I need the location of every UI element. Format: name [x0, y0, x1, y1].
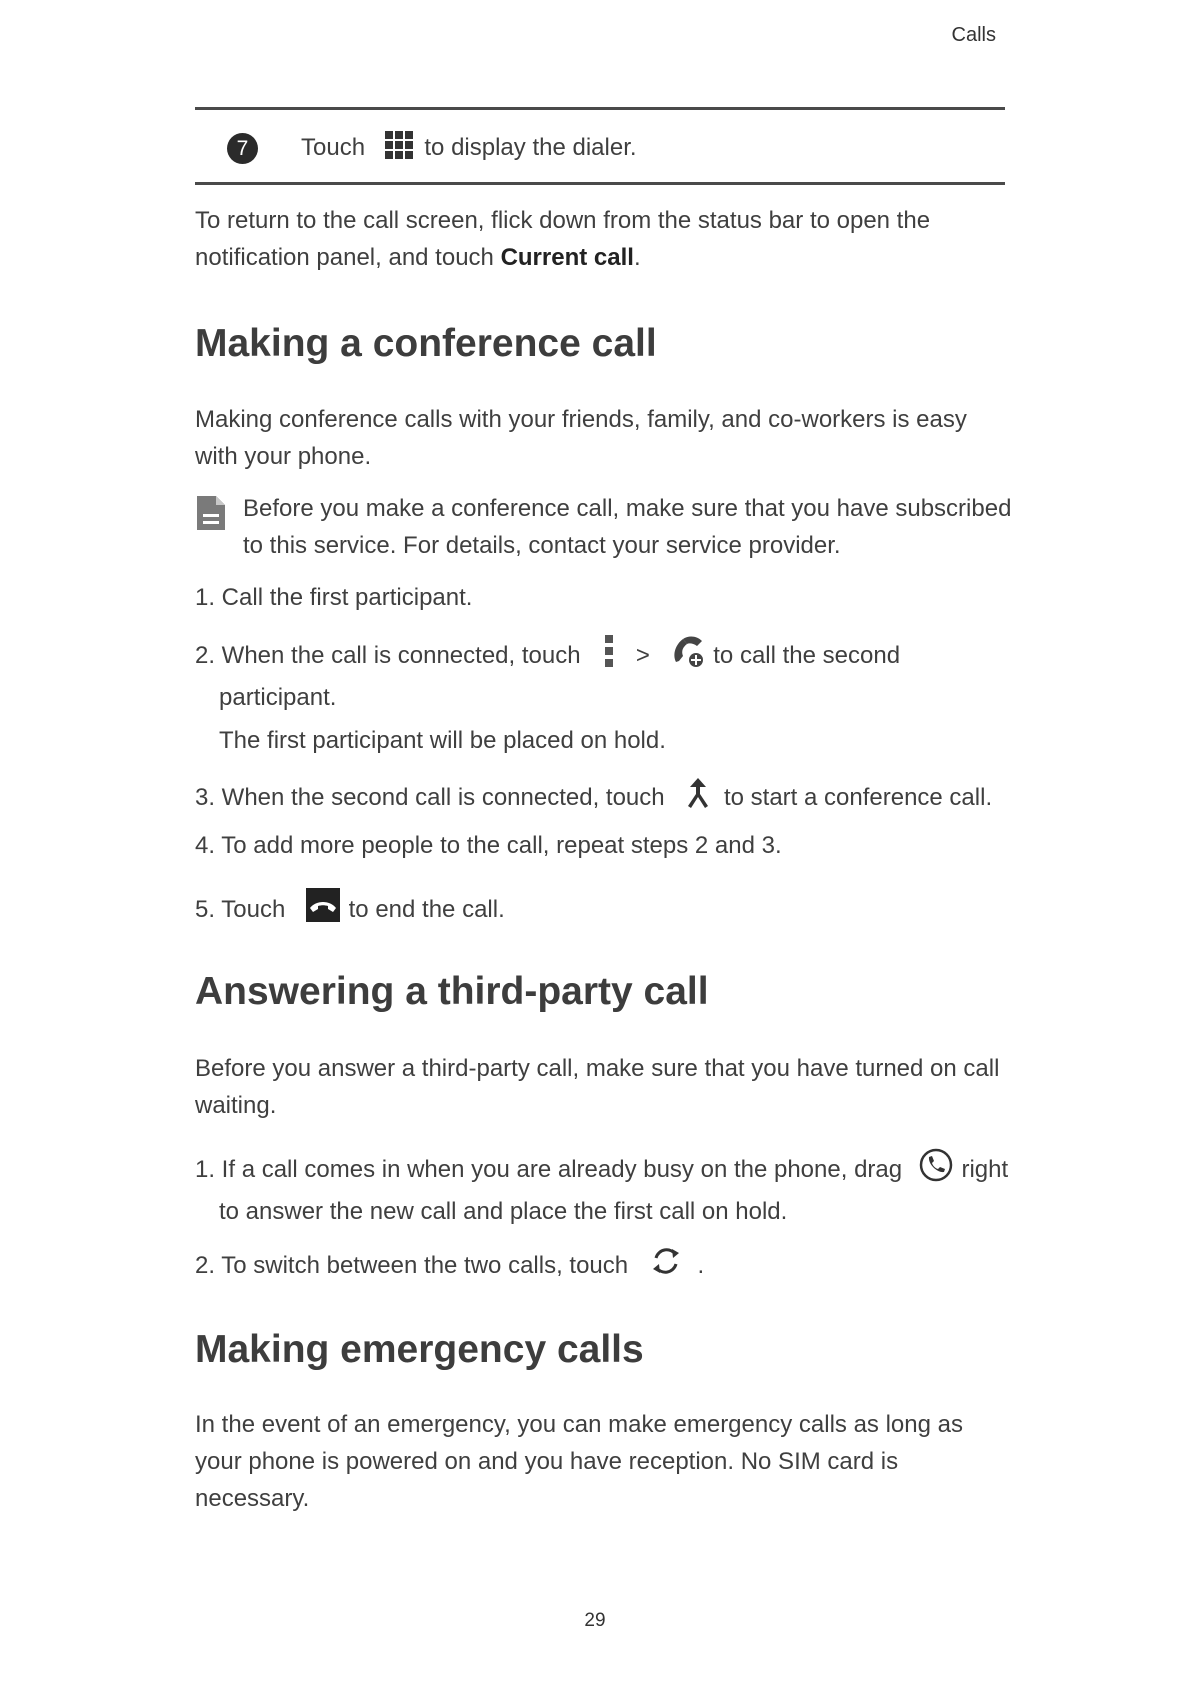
conference-intro: Making conference calls with your friends, family, and co-workers is easy with your phone.	[195, 406, 967, 470]
end-call-icon	[306, 888, 340, 933]
swap-calls-icon	[649, 1244, 683, 1289]
third-party-heading: Answering a third-party call	[195, 970, 709, 1013]
step-number-badge: 7	[227, 133, 258, 164]
conference-step-2-note	[195, 722, 1015, 759]
step2-text-b: to call the second	[713, 641, 901, 669]
tp-step1-text-b: right	[961, 1155, 1009, 1183]
conference-step-5	[195, 888, 1015, 933]
emergency-heading: Making emergency calls	[195, 1328, 644, 1371]
step3-text-a: 3. When the second call is connected, touch	[195, 783, 665, 811]
answer-call-icon	[919, 1148, 953, 1193]
step5-text-a: 5. Touch	[195, 895, 286, 923]
dialer-step-text-before: Touch	[301, 133, 366, 161]
dialer-step	[195, 112, 1005, 184]
tp-step1-text-a: 1. If a call comes in when you are already busy on the phone, drag	[195, 1155, 903, 1183]
conference-step-1: 1. Call the first participant.	[195, 584, 473, 611]
intro-period: .	[633, 244, 641, 271]
note-text: Before you make a conference call, make sure that you have subscribed to this service. For details, contact your service provider.	[243, 495, 1012, 559]
step2-text-c: participant.	[219, 684, 337, 711]
step2-text-a: 2. When the call is connected, touch	[195, 641, 581, 669]
step2-note-text: The first participant will be placed on hold.	[219, 727, 666, 754]
dialer-step-text	[301, 130, 637, 167]
conference-step-4: 4. To add more people to the call, repeat steps 2 and 3.	[195, 832, 782, 859]
conference-step-2	[195, 634, 1015, 716]
emergency-text: In the event of an emergency, you can make emergency calls as long as your phone is powered on and you have reception. No SIM card is necessary.	[195, 1411, 963, 1512]
step5-text-b: to end the call.	[348, 895, 505, 923]
intro-paragraph	[195, 202, 1015, 276]
page-number: 29	[584, 1610, 606, 1631]
step2-separator: >	[635, 641, 650, 669]
intro-text: To return to the call screen, flick down from the status bar to open the notification panel, and touch	[195, 207, 931, 271]
third-party-intro: Before you answer a third-party call, make sure that you have turned on call waiting.	[195, 1055, 1000, 1119]
third-party-step-1	[195, 1148, 1015, 1230]
bottom-rule	[195, 182, 1005, 185]
step3-text-b: to start a conference call.	[723, 783, 993, 811]
third-party-step-2	[195, 1244, 1015, 1289]
menu-icon	[603, 634, 615, 679]
section-header: Calls	[951, 24, 996, 46]
current-call-label: Current call	[500, 244, 634, 271]
top-rule	[195, 107, 1005, 110]
add-call-icon	[671, 634, 705, 679]
merge-calls-icon	[685, 776, 711, 821]
tp-step2-text-b: .	[697, 1251, 705, 1279]
dialpad-icon	[384, 130, 414, 167]
dialer-step-text-after: to display the dialer.	[424, 133, 637, 161]
conference-step-3	[195, 776, 1015, 821]
tp-step1-text-c: to answer the new call and place the first call on hold.	[219, 1198, 788, 1225]
tp-step2-text-a: 2. To switch between the two calls, touch	[195, 1251, 629, 1279]
note-icon	[195, 494, 227, 537]
conference-heading: Making a conference call	[195, 322, 657, 365]
